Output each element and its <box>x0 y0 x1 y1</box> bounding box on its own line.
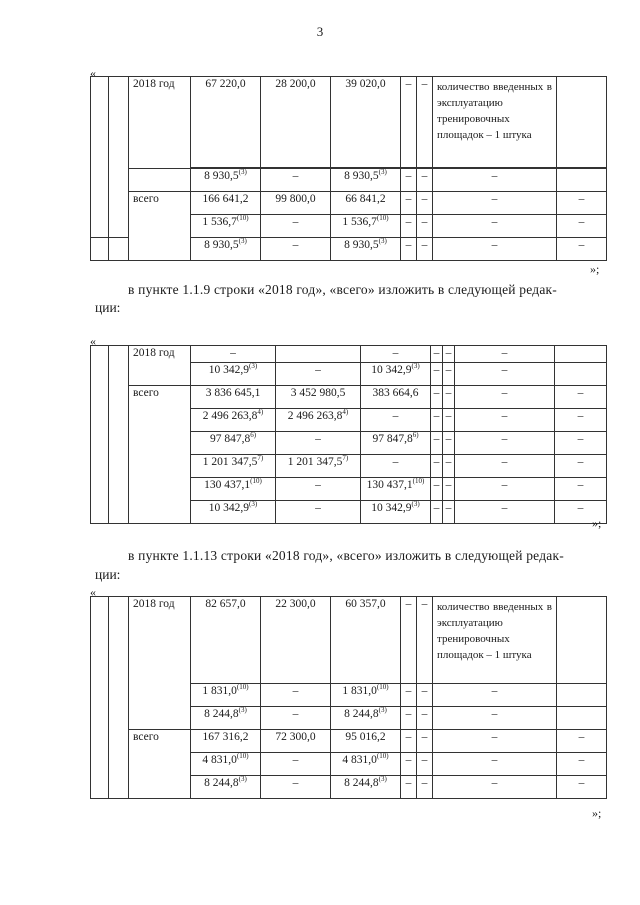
cell-value: – <box>431 409 443 432</box>
cell-value: 66 841,2 <box>331 192 401 215</box>
cell-value: – <box>433 238 557 261</box>
cell-value: 8 930,5$^{(3)}$ <box>191 238 261 261</box>
cell-value: – <box>443 409 455 432</box>
cell-value: 8 244,8$^{(3)}$ <box>191 707 261 730</box>
cell-value: – <box>261 684 331 707</box>
cell-value: – <box>417 77 433 168</box>
empty-cell <box>109 238 129 261</box>
cell-value: – <box>443 386 455 409</box>
cell-value: – <box>433 192 557 215</box>
opening-quote: « <box>90 585 96 599</box>
cell-value: – <box>361 346 431 363</box>
paragraph-line: в пункте 1.1.9 строки «2018 год», «всего» изложить в следующей редак- <box>128 282 557 297</box>
cell-value: – <box>455 432 555 455</box>
page-number: 3 <box>316 24 324 39</box>
cell-value: – <box>401 238 417 261</box>
table-row <box>91 346 607 363</box>
cell-value: – <box>555 501 607 524</box>
table-row <box>91 77 607 168</box>
cell-value: 10 342,9$^{(3)}$ <box>361 363 431 386</box>
cell-value: – <box>431 386 443 409</box>
cell-value: 167 316,2 <box>191 730 261 753</box>
row-label-total: всего <box>129 730 191 799</box>
cell-value: – <box>261 707 331 730</box>
cell-value: 130 437,1$^{(10)}$ <box>361 478 431 501</box>
empty-cell <box>109 77 129 238</box>
cell-value: – <box>361 409 431 432</box>
table-row <box>91 169 607 192</box>
cell-value: – <box>455 346 555 363</box>
cell-value: – <box>431 455 443 478</box>
empty-cell <box>557 597 607 684</box>
cell-value: 60 357,0 <box>331 597 401 684</box>
empty-cell <box>557 684 607 707</box>
cell-value: – <box>191 346 276 363</box>
cell-value: 8 244,8$^{(3)}$ <box>331 707 401 730</box>
cell-value: 8 930,5$^{(3)}$ <box>191 169 261 192</box>
cell-value: – <box>433 684 557 707</box>
cell-value: 8 244,8$^{(3)}$ <box>191 776 261 799</box>
cell-value: – <box>401 730 417 753</box>
empty-cell <box>555 363 607 386</box>
empty-cell <box>91 346 109 524</box>
cell-value: – <box>557 192 607 215</box>
cell-value: 8 930,5$^{(3)}$ <box>331 169 401 192</box>
cell-value: 67 220,0 <box>191 77 261 168</box>
cell-value: 28 200,0 <box>261 77 331 168</box>
empty-cell <box>109 597 129 799</box>
cell-value: 4 831,0$^{(10)}$ <box>331 753 401 776</box>
cell-value: – <box>401 753 417 776</box>
cell-value: – <box>417 597 433 684</box>
cell-value: 10 342,9$^{(3)}$ <box>361 501 431 524</box>
cell-value: 99 800,0 <box>261 192 331 215</box>
empty-cell <box>557 169 607 192</box>
closing-mark: »; <box>590 262 600 276</box>
cell-value: – <box>401 215 417 238</box>
cell-value: – <box>443 455 455 478</box>
cell-value: – <box>431 346 443 363</box>
cell-value: – <box>261 776 331 799</box>
empty-cell <box>555 346 607 363</box>
paragraph-line: ции: <box>95 300 121 315</box>
cell-value: – <box>557 215 607 238</box>
cell-value: – <box>433 776 557 799</box>
cell-value: – <box>401 77 417 168</box>
cell-value: – <box>443 363 455 386</box>
table-1 <box>90 76 607 261</box>
cell-value: – <box>433 730 557 753</box>
empty-cell <box>557 77 607 168</box>
cell-value: – <box>417 753 433 776</box>
cell-value: – <box>433 707 557 730</box>
cell-value: 1 536,7$^{(10)}$ <box>191 215 261 238</box>
cell-value: 1 831,0$^{(10)}$ <box>191 684 261 707</box>
cell-value: – <box>431 432 443 455</box>
cell-value: – <box>401 684 417 707</box>
cell-value: – <box>417 707 433 730</box>
cell-value: 22 300,0 <box>261 597 331 684</box>
cell-value: 82 657,0 <box>191 597 261 684</box>
cell-value: 72 300,0 <box>261 730 331 753</box>
cell-value: – <box>433 215 557 238</box>
cell-value: – <box>431 501 443 524</box>
empty-cell <box>557 707 607 730</box>
cell-value: 4 831,0$^{(10)}$ <box>191 753 261 776</box>
cell-value: – <box>417 730 433 753</box>
cell-value: 97 847,8$^{6)}$ <box>361 432 431 455</box>
opening-quote: « <box>90 66 96 80</box>
cell-value: – <box>557 776 607 799</box>
cell-value: – <box>443 478 455 501</box>
cell-value: – <box>276 363 361 386</box>
cell-value: 130 437,1$^{(10)}$ <box>191 478 276 501</box>
empty-cell <box>276 346 361 363</box>
cell-value: – <box>455 501 555 524</box>
cell-value: – <box>261 169 331 192</box>
table-3 <box>90 596 607 799</box>
row-label-2018: 2018 год <box>129 77 191 169</box>
paragraph-line: в пункте 1.1.13 строки «2018 год», «всего» изложить в следующей редак- <box>128 548 564 563</box>
table-row <box>91 597 607 684</box>
cell-value: – <box>276 501 361 524</box>
cell-value: – <box>276 478 361 501</box>
table-row <box>91 730 607 753</box>
cell-value: – <box>433 169 557 192</box>
closing-mark: »; <box>592 806 602 820</box>
description-cell: количество введенных в эксплуатацию тренировочных площадок – 1 штука <box>433 597 557 684</box>
cell-value: – <box>555 409 607 432</box>
cell-value: 10 342,9$^{(3)}$ <box>191 363 276 386</box>
cell-value: 3 836 645,1 <box>191 386 276 409</box>
cell-value: – <box>417 169 433 192</box>
empty-cell <box>91 77 109 238</box>
cell-value: – <box>261 215 331 238</box>
row-label-total: всего <box>129 386 191 524</box>
cell-value: 1 201 347,5$^{7)}$ <box>276 455 361 478</box>
cell-value: – <box>417 192 433 215</box>
cell-value: – <box>417 684 433 707</box>
cell-value: – <box>401 192 417 215</box>
row-label-total: всего <box>129 192 191 261</box>
cell-value: – <box>555 432 607 455</box>
cell-value: – <box>401 707 417 730</box>
cell-value: – <box>455 386 555 409</box>
cell-value: 3 452 980,5 <box>276 386 361 409</box>
cell-value: 8 930,5$^{(3)}$ <box>331 238 401 261</box>
cell-value: – <box>455 409 555 432</box>
cell-value: 97 847,8$^{6)}$ <box>191 432 276 455</box>
empty-cell <box>129 169 191 192</box>
cell-value: 1 201 347,5$^{7)}$ <box>191 455 276 478</box>
cell-value: – <box>261 238 331 261</box>
cell-value: – <box>431 478 443 501</box>
row-label-2018: 2018 год <box>129 597 191 730</box>
paragraph-line: ции: <box>95 567 121 582</box>
cell-value: 8 244,8$^{(3)}$ <box>331 776 401 799</box>
cell-value: – <box>433 753 557 776</box>
cell-value: 10 342,9$^{(3)}$ <box>191 501 276 524</box>
row-label-2018: 2018 год <box>129 346 191 386</box>
cell-value: – <box>455 455 555 478</box>
cell-value: – <box>557 730 607 753</box>
description-cell: количество введенных в эксплуатацию тренировочных площадок – 1 штука <box>433 77 557 168</box>
table-2 <box>90 345 607 524</box>
cell-value: – <box>401 776 417 799</box>
cell-value: – <box>555 455 607 478</box>
cell-value: – <box>455 363 555 386</box>
cell-value: – <box>443 346 455 363</box>
cell-value: – <box>557 238 607 261</box>
cell-value: – <box>431 363 443 386</box>
cell-value: 2 496 263,8$^{4)}$ <box>276 409 361 432</box>
cell-value: – <box>417 215 433 238</box>
opening-quote: « <box>90 334 96 348</box>
cell-value: 39 020,0 <box>331 77 401 168</box>
closing-mark: »; <box>592 516 602 530</box>
cell-value: 383 664,6 <box>361 386 431 409</box>
cell-value: – <box>401 597 417 684</box>
cell-value: 95 016,2 <box>331 730 401 753</box>
cell-value: – <box>555 478 607 501</box>
table-row <box>91 386 607 409</box>
cell-value: – <box>401 169 417 192</box>
cell-value: – <box>261 753 331 776</box>
cell-value: 1 831,0$^{(10)}$ <box>331 684 401 707</box>
cell-value: – <box>555 386 607 409</box>
empty-cell <box>91 238 109 261</box>
cell-value: – <box>417 776 433 799</box>
cell-value: – <box>557 753 607 776</box>
cell-value: 1 536,7$^{(10)}$ <box>331 215 401 238</box>
empty-cell <box>109 346 129 524</box>
cell-value: 2 496 263,8$^{4)}$ <box>191 409 276 432</box>
cell-value: – <box>417 238 433 261</box>
cell-value: – <box>443 501 455 524</box>
cell-value: – <box>455 478 555 501</box>
empty-cell <box>91 597 109 799</box>
table-row <box>91 192 607 215</box>
cell-value: – <box>443 432 455 455</box>
cell-value: – <box>276 432 361 455</box>
cell-value: 166 641,2 <box>191 192 261 215</box>
cell-value: – <box>361 455 431 478</box>
